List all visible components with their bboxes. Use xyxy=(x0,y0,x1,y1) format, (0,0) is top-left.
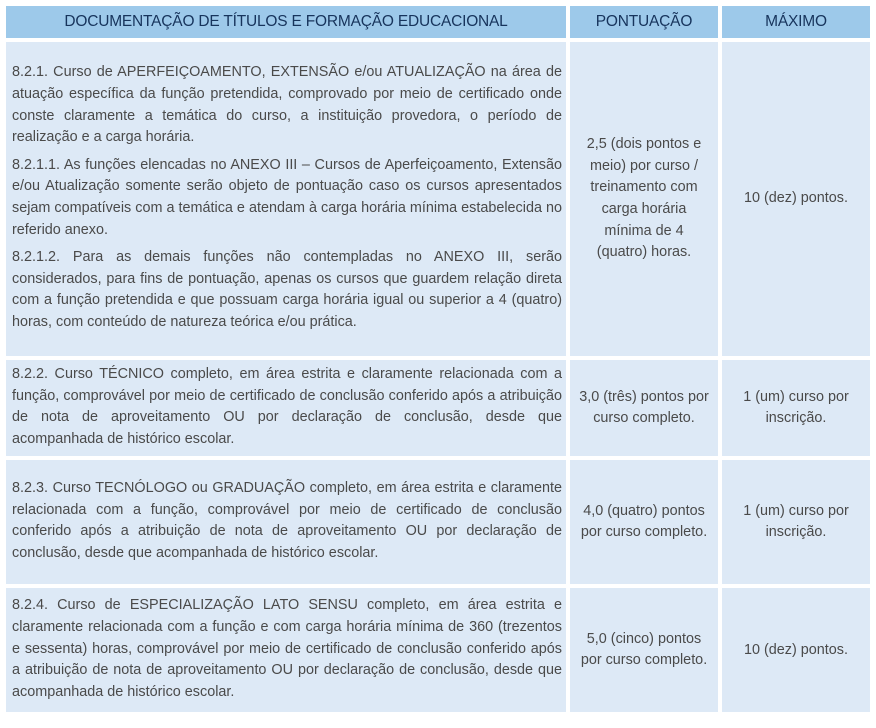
paragraph: 8.2.2. Curso TÉCNICO completo, em área estrita e claramente relacionada com a função, comprovável por meio de certificado de conclusão conferido após a atribuição de nota de aproveitamento OU por declaração de conclusão, desde que acompanhada de histórico escolar. xyxy=(12,366,562,447)
table-row xyxy=(6,588,870,712)
header-points: PONTUAÇÃO xyxy=(570,6,718,38)
table-row xyxy=(6,42,870,356)
row-points: 3,0 (três) pontos por curso completo. xyxy=(570,360,718,456)
table-row xyxy=(6,460,870,584)
row-points: 2,5 (dois pontos e meio) por curso / treinamento com carga horária mínima de 4 (quatro) horas. xyxy=(570,42,718,356)
row-max: 10 (dez) pontos. xyxy=(722,588,870,712)
row-description xyxy=(6,460,566,584)
paragraph: 8.2.3. Curso TECNÓLOGO ou GRADUAÇÃO completo, em área estrita e claramente relacionada com a função, comprovável por meio de certificado de conclusão conferido após a atribuição de nota de aproveitamento OU por declaração de conclusão, desde que acompanhada de histórico escolar. xyxy=(12,480,562,561)
row-description xyxy=(6,42,566,356)
paragraph: 8.2.1.2. Para as demais funções não contempladas no ANEXO III, serão considerados, para fins de pontuação, apenas os cursos que guardem relação direta com a função pretendida e que possuam carga horária igual ou superior a 4 (quatro) horas, com conteúdo de natureza teórica e/ou prática. xyxy=(12,249,562,330)
scoring-table xyxy=(2,2,874,716)
paragraph: 8.2.4. Curso de ESPECIALIZAÇÃO LATO SENSU completo, em área estrita e claramente relacionada com a função e com carga horária mínima de 360 (trezentos e sessenta) horas, comprovável por meio de certificado de conclusão conferido após a atribuição de nota de aproveitamento OU por declaração de conclusão, desde que acompanhada de histórico escolar. xyxy=(12,597,562,700)
row-description xyxy=(6,588,566,712)
row-description xyxy=(6,360,566,456)
row-max: 10 (dez) pontos. xyxy=(722,42,870,356)
table-row xyxy=(6,360,870,456)
paragraph: 8.2.1.1. As funções elencadas no ANEXO III – Cursos de Aperfeiçoamento, Extensão e/ou Atualização somente serão objeto de pontuação caso os cursos apresentados sejam compatíveis com a temática e atendam à carga horária mínima estabelecida no referido anexo. xyxy=(12,156,562,238)
header-description: DOCUMENTAÇÃO DE TÍTULOS E FORMAÇÃO EDUCACIONAL xyxy=(6,6,566,38)
row-points: 4,0 (quatro) pontos por curso completo. xyxy=(570,460,718,584)
row-max: 1 (um) curso por inscrição. xyxy=(722,360,870,456)
paragraph: 8.2.1. Curso de APERFEIÇOAMENTO, EXTENSÃO e/ou ATUALIZAÇÃO na área de atuação específica da função pretendida, comprovado por meio de certificado onde conste claramente a temática do curso, a instituição provedora, o período de realização e a carga horária. xyxy=(12,64,562,146)
row-max: 1 (um) curso por inscrição. xyxy=(722,460,870,584)
header-max: MÁXIMO xyxy=(722,6,870,38)
row-points: 5,0 (cinco) pontos por curso completo. xyxy=(570,588,718,712)
table-header-row xyxy=(6,6,870,38)
